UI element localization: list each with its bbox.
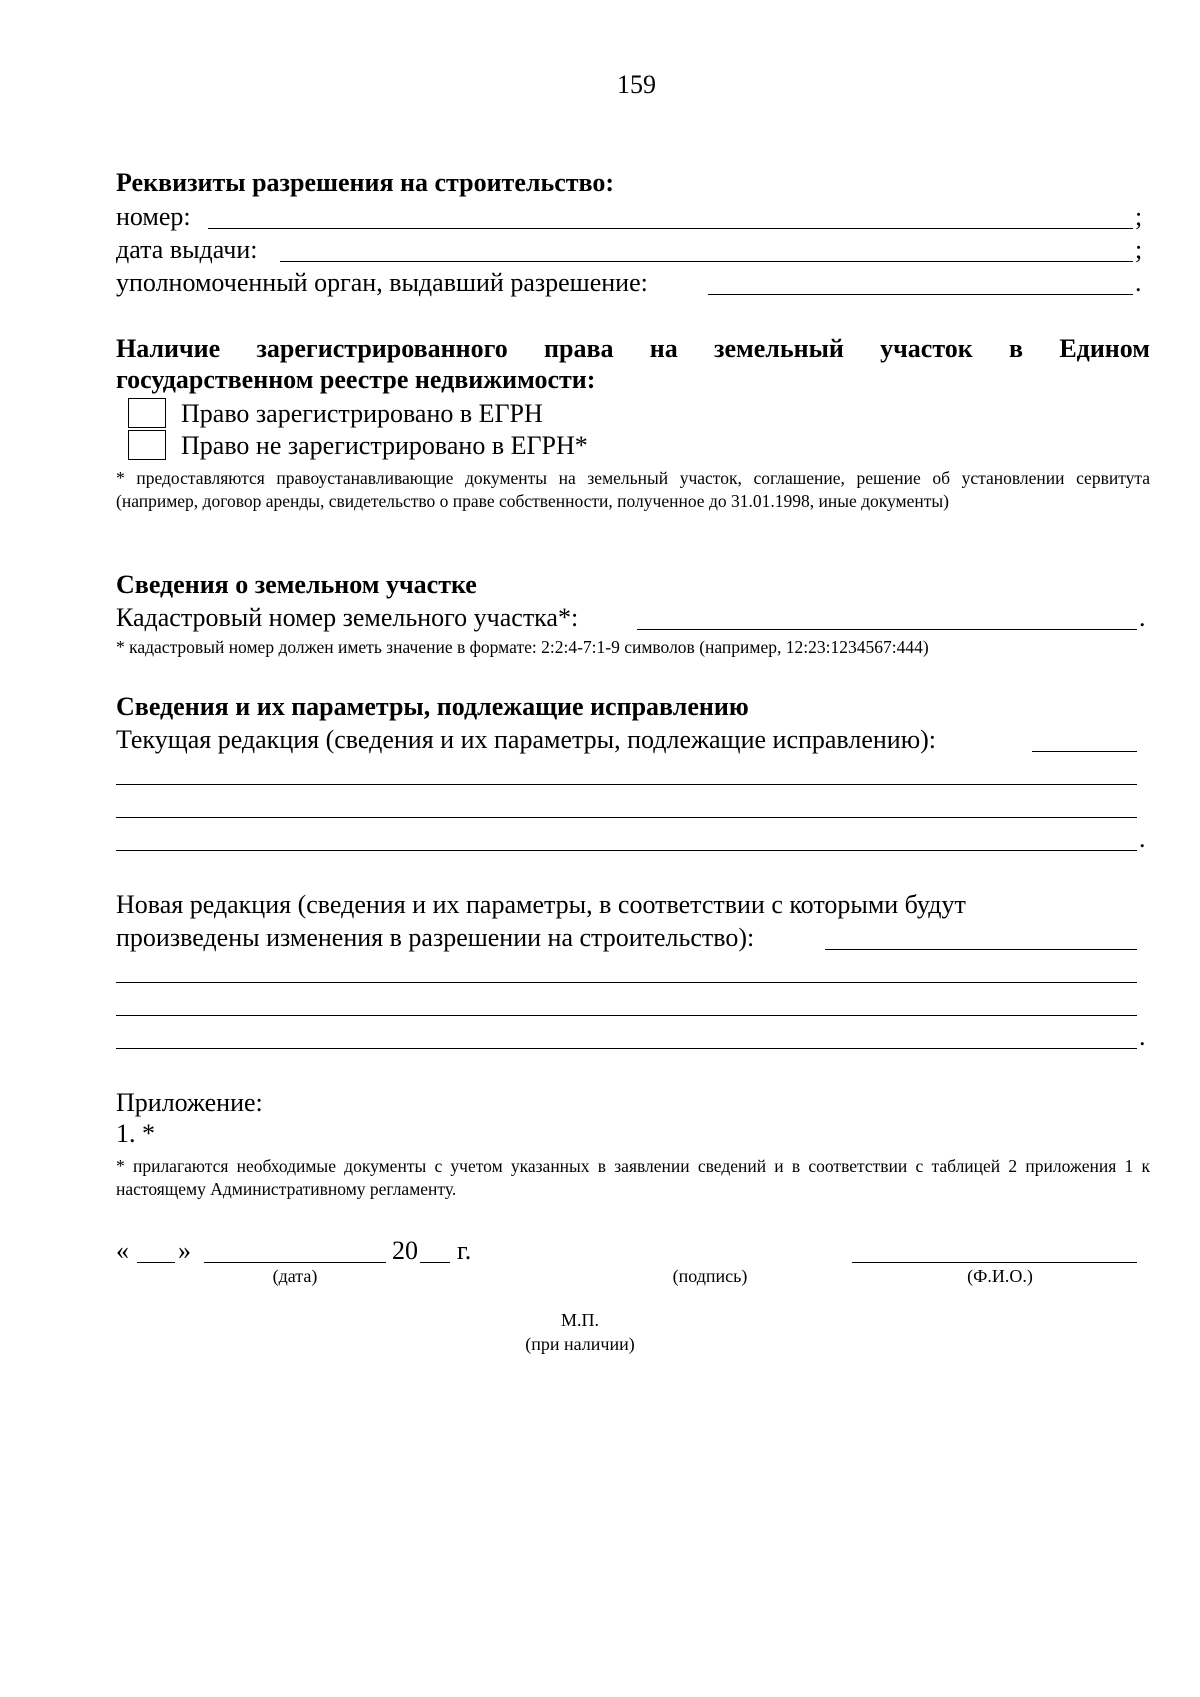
current-edition-label: Текущая редакция (сведения и их параметры, подлежащие исправлению): — [116, 725, 937, 754]
new-edition-field-start[interactable] — [825, 949, 1137, 950]
date-open-quote: « — [116, 1236, 129, 1265]
new-edition-period: . — [1139, 1022, 1146, 1051]
date-close-quote: » — [178, 1236, 191, 1265]
cadastral-period: . — [1139, 603, 1146, 632]
permit-heading: Реквизиты разрешения на строительство: — [116, 168, 615, 197]
registered-checkbox[interactable] — [128, 398, 166, 428]
new-edition-label-line1: Новая редакция (сведения и их параметры, в соответствии с которыми будут — [116, 890, 966, 919]
new-edition-line-2[interactable] — [116, 982, 1137, 983]
rights-heading-line1: Наличие зарегистрированного права на земельный участок в Едином — [116, 334, 1150, 363]
current-edition-period: . — [1139, 824, 1146, 853]
current-edition-field-start[interactable] — [1032, 751, 1137, 752]
full-name-field[interactable] — [852, 1262, 1137, 1263]
current-edition-line-4[interactable] — [116, 850, 1137, 851]
month-field[interactable] — [204, 1262, 386, 1263]
permit-authority-label: уполномоченный орган, выдавший разрешение: — [116, 268, 648, 297]
not-registered-option-label: Право не зарегистрировано в ЕГРН* — [181, 431, 588, 460]
permit-authority-period: . — [1135, 268, 1142, 297]
registered-option-label: Право зарегистрировано в ЕГРН — [181, 399, 543, 428]
day-field[interactable] — [137, 1262, 175, 1263]
year-prefix: 20 — [392, 1236, 418, 1265]
current-edition-line-3[interactable] — [116, 817, 1137, 818]
new-edition-label-line2: произведены изменения в разрешении на строительство): — [116, 923, 755, 952]
permit-date-label: дата выдачи: — [116, 235, 258, 264]
rights-footnote: * предоставляются правоустанавливающие документы на земельный участок, соглашение, решение об установлении сервитута (например, договор аренды, свидетельство о праве собственности, полученное до 31.01.1998, иные документы) — [116, 468, 1150, 511]
signature-caption: (подпись) — [672, 1266, 748, 1286]
attachment-heading: Приложение: — [116, 1088, 263, 1117]
permit-authority-field[interactable] — [708, 294, 1133, 295]
permit-number-semicolon: ; — [1135, 202, 1143, 231]
land-heading: Сведения о земельном участке — [116, 570, 477, 599]
attachment-footnote: * прилагаются необходимые документы с учетом указанных в заявлении сведений и в соответствии с таблицей 2 приложения 1 к настоящему Административному регламенту. — [116, 1156, 1150, 1199]
permit-date-semicolon: ; — [1135, 235, 1143, 264]
stamp-label: М.П. — [560, 1310, 599, 1330]
current-edition-line-2[interactable] — [116, 784, 1137, 785]
new-edition-line-3[interactable] — [116, 1015, 1137, 1016]
corrections-heading: Сведения и их параметры, подлежащие исправлению — [116, 692, 749, 721]
cadastral-field[interactable] — [637, 629, 1137, 630]
date-caption: (дата) — [272, 1266, 318, 1286]
permit-number-field[interactable] — [208, 228, 1133, 229]
cadastral-label: Кадастровый номер земельного участка*: — [116, 603, 579, 632]
rights-heading-line2: государственном реестре недвижимости: — [116, 365, 596, 394]
year-suffix: г. — [457, 1236, 472, 1265]
cadastral-footnote: * кадастровый номер должен иметь значение в формате: 2:2:4-7:1-9 символов (например, 12:23:1234567:444) — [116, 637, 929, 657]
year-field[interactable] — [420, 1262, 450, 1263]
page-number: 159 — [617, 70, 656, 99]
permit-date-field[interactable] — [280, 261, 1133, 262]
full-name-caption: (Ф.И.О.) — [967, 1266, 1033, 1286]
not-registered-checkbox[interactable] — [128, 430, 166, 460]
permit-number-label: номер: — [116, 202, 191, 231]
stamp-note: (при наличии) — [525, 1334, 635, 1354]
attachment-item-1: 1. * — [116, 1119, 155, 1148]
new-edition-line-4[interactable] — [116, 1048, 1137, 1049]
